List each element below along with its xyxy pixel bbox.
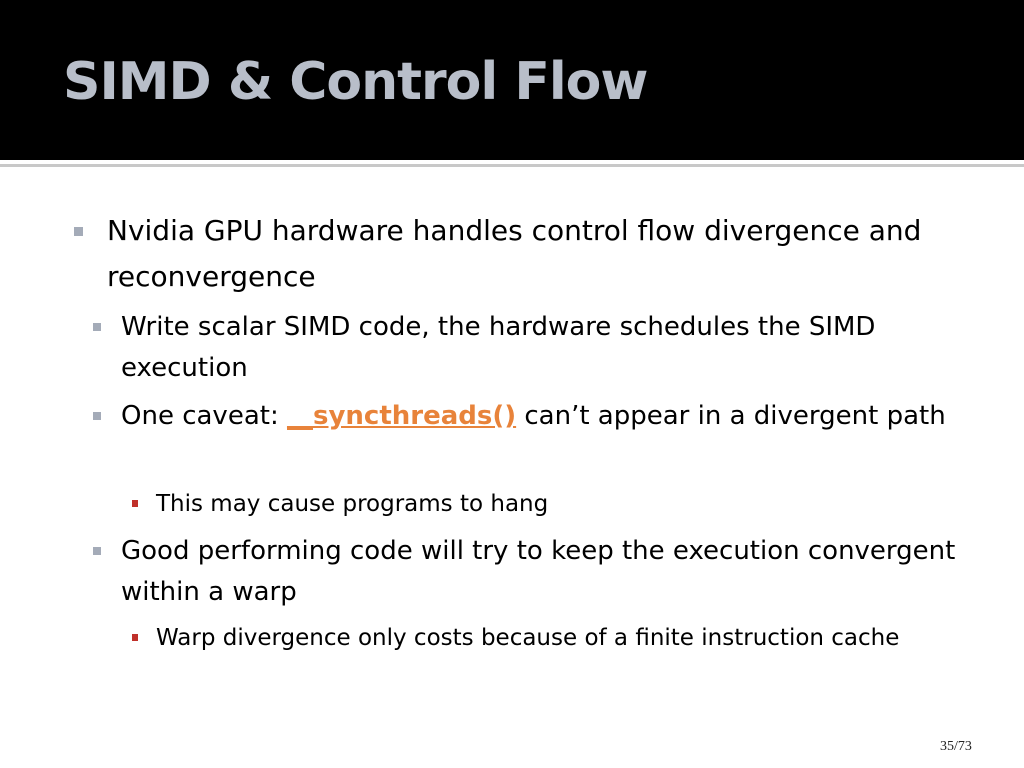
slide-title: SIMD & Control Flow xyxy=(63,52,648,112)
bullet-level2 xyxy=(121,307,961,389)
square-bullet-icon xyxy=(93,323,101,331)
square-bullet-icon xyxy=(74,227,83,236)
syncthreads-link[interactable]: __syncthreads() xyxy=(286,401,517,431)
bullet-text: Nvidia GPU hardware handles control flow divergence and reconvergence xyxy=(107,214,922,293)
square-bullet-icon xyxy=(132,634,138,641)
bullet-level3 xyxy=(156,485,916,523)
bullet-level2 xyxy=(121,396,961,437)
title-bar xyxy=(0,0,1024,160)
bullet-text: Good performing code will try to keep the execution convergent within a warp xyxy=(121,536,956,607)
bullet-level3 xyxy=(156,619,916,657)
title-divider xyxy=(0,164,1024,167)
bullet-level2 xyxy=(121,531,961,613)
bullet-text: This may cause programs to hang xyxy=(156,491,549,517)
bullet-text: Warp divergence only costs because of a finite instruction cache xyxy=(156,625,900,651)
bullet-text: Write scalar SIMD code, the hardware schedules the SIMD execution xyxy=(121,312,876,383)
page-number: 35/73 xyxy=(940,739,972,754)
bullet-level1 xyxy=(107,208,937,300)
square-bullet-icon xyxy=(132,500,138,507)
bullet-text-suffix: can’t appear in a divergent path xyxy=(516,401,946,431)
bullet-text-prefix: One caveat: xyxy=(121,401,287,431)
square-bullet-icon xyxy=(93,412,101,420)
square-bullet-icon xyxy=(93,547,101,555)
